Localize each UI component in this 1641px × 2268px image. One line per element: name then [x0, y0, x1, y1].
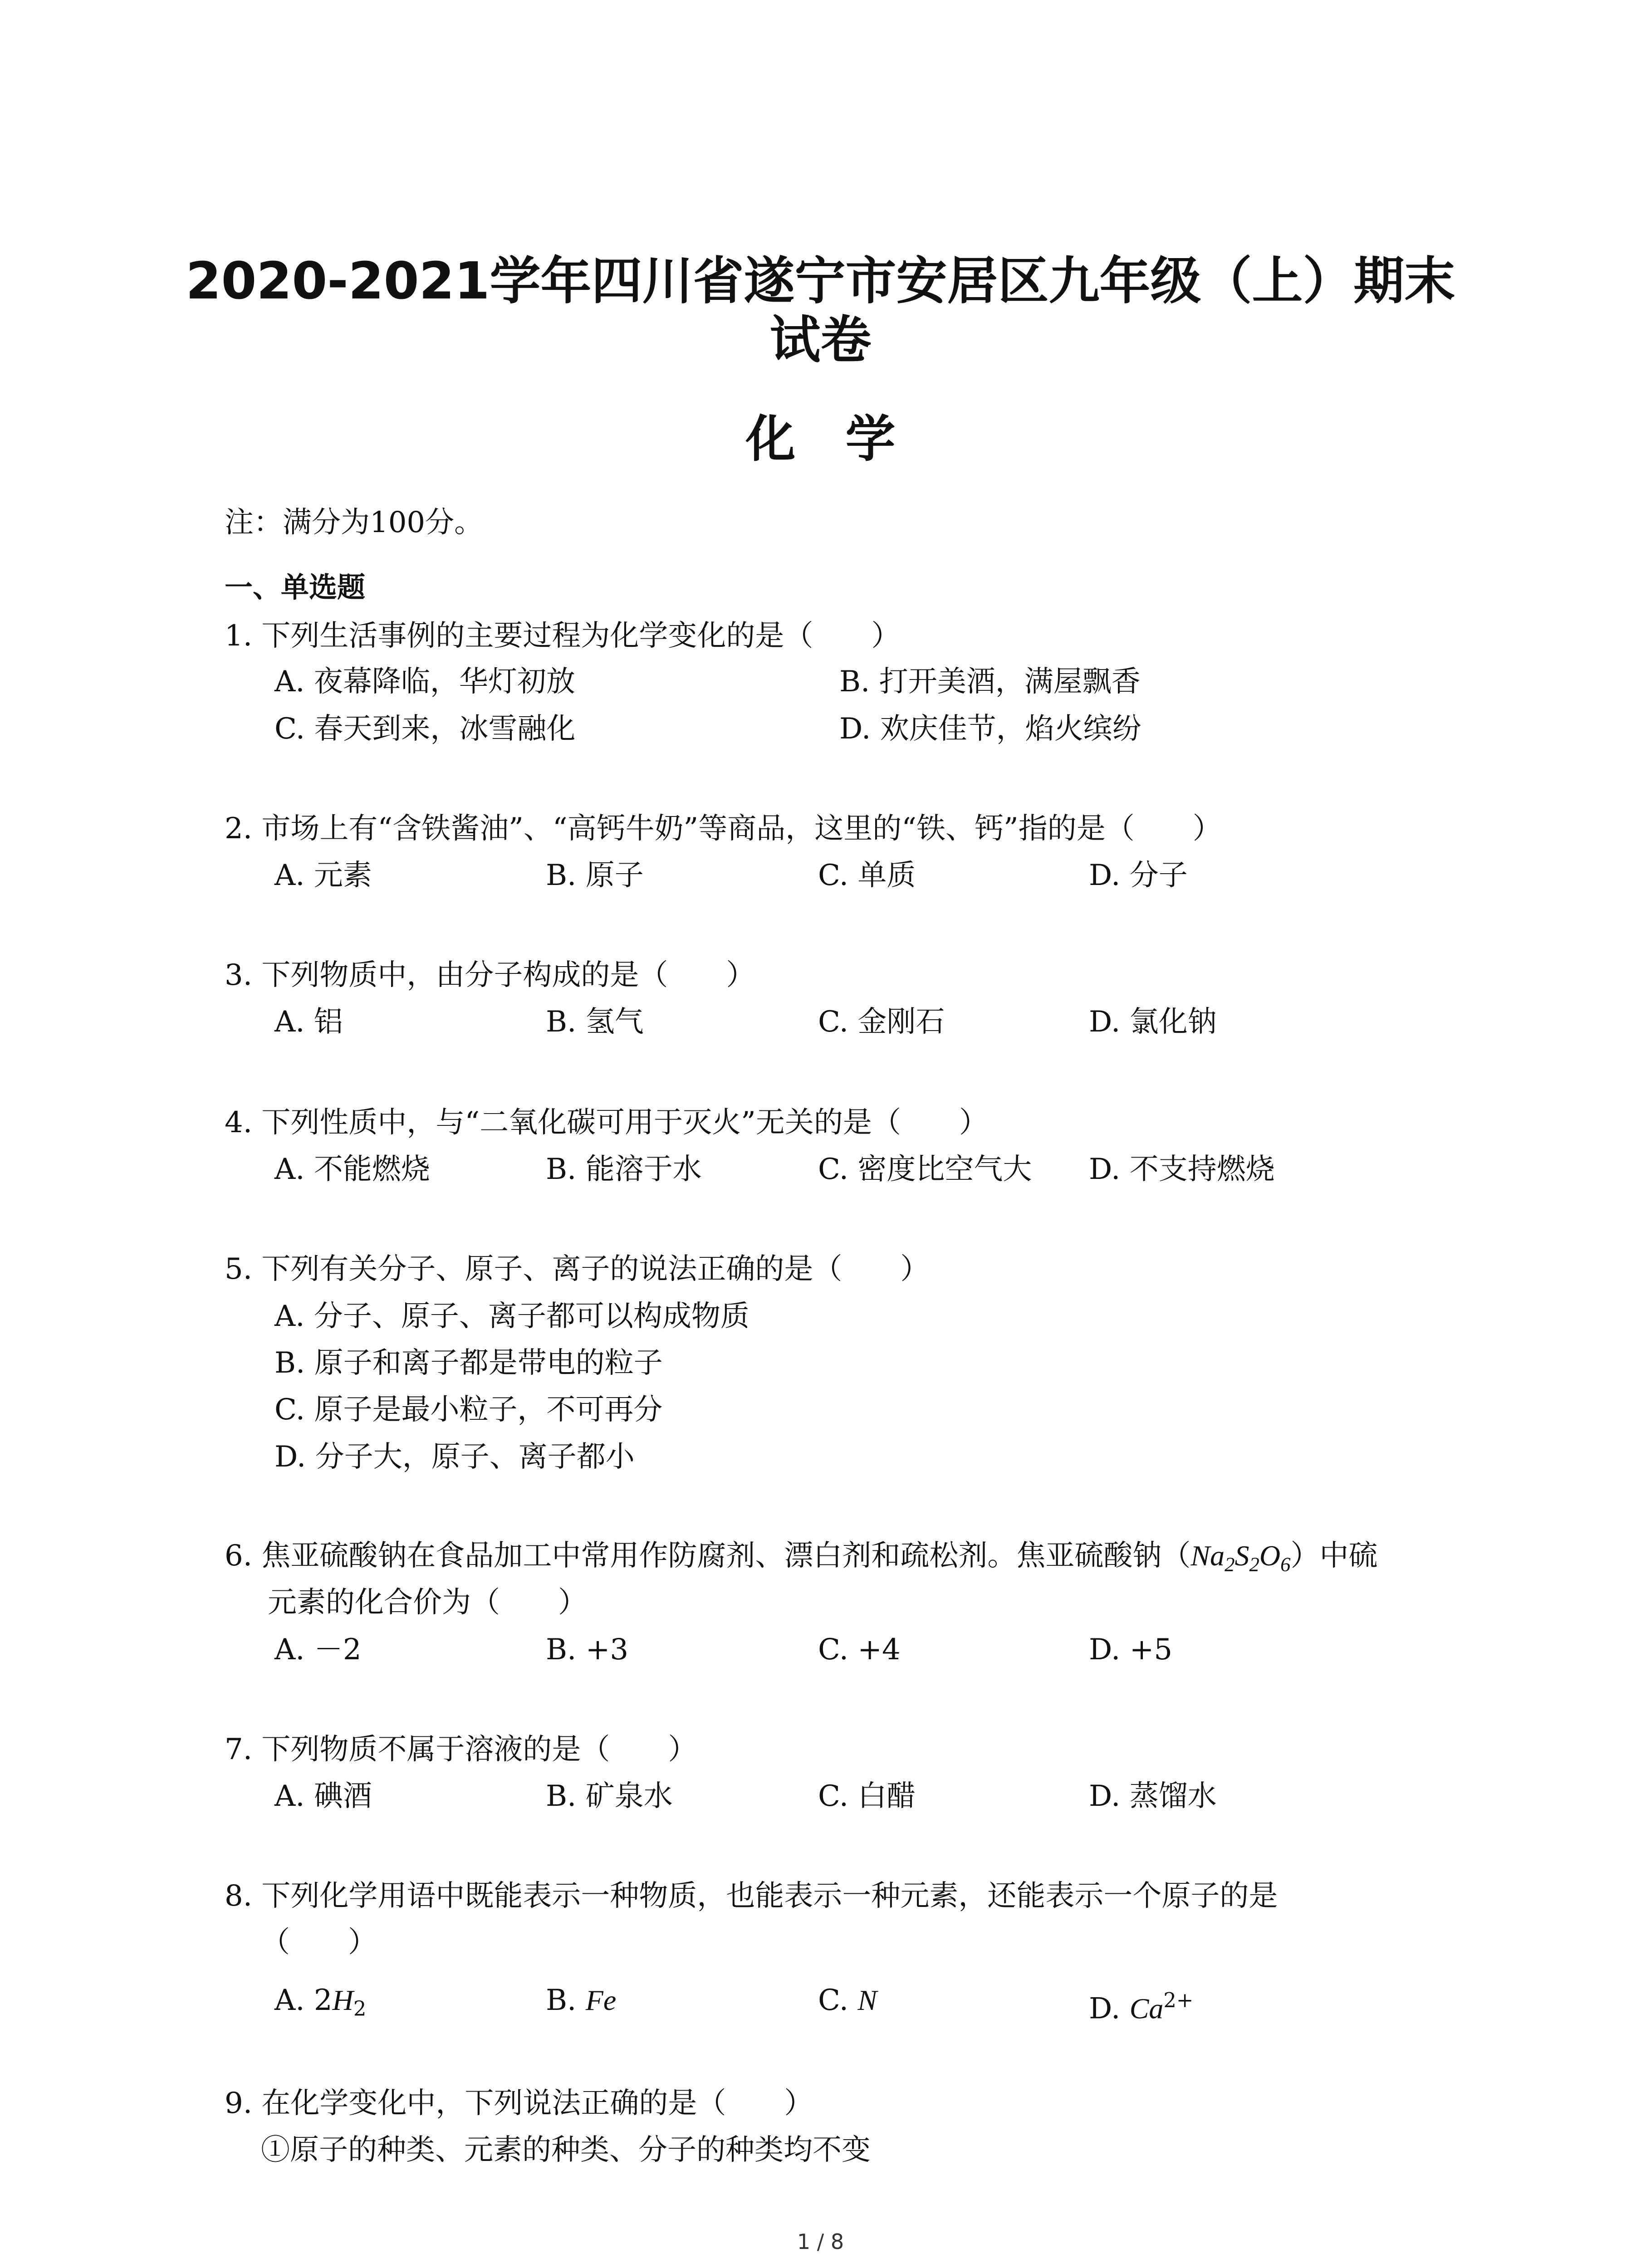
- question-8-option-a: A. $2H_2$: [274, 1984, 367, 2021]
- score-note: 注：满分为100分。: [225, 506, 484, 539]
- question-1-option-a: A. 夜幕降临，华灯初放: [274, 665, 575, 699]
- question-6-option-b: B. +3: [546, 1633, 629, 1667]
- section-title: 一、单选题: [225, 571, 366, 604]
- question-8-option-c: C. N: [818, 1984, 877, 2017]
- question-6-stem-part1: 6. 焦亚硫酸钠在食品加工中常用作防腐剂、漂白剂和疏松剂。焦亚硫酸钠（: [225, 1539, 1191, 1573]
- question-7-option-b: B. 矿泉水: [546, 1779, 673, 1813]
- question-2-option-d: D. 分子: [1089, 859, 1188, 892]
- question-6-option-c: C. +4: [818, 1633, 901, 1667]
- question-7-option-c: C. 白醋: [818, 1779, 916, 1813]
- question-4-option-c: C. 密度比空气大: [818, 1153, 1032, 1186]
- question-5-stem: 5. 下列有关分子、原子、离子的说法正确的是（ ）: [225, 1252, 930, 1286]
- question-4-stem: 4. 下列性质中，与“二氧化碳可用于灭火”无关的是（ ）: [225, 1106, 988, 1139]
- question-3-option-d: D. 氯化钠: [1089, 1005, 1217, 1039]
- question-1-option-d: D. 欢庆佳节，焰火缤纷: [839, 712, 1141, 746]
- question-8-option-b: B. Fe: [546, 1984, 617, 2017]
- question-7-option-a: A. 碘酒: [274, 1779, 372, 1813]
- question-4-option-d: D. 不支持燃烧: [1089, 1153, 1275, 1186]
- question-7-option-d: D. 蒸馏水: [1089, 1779, 1217, 1813]
- question-6-stem: [225, 1538, 1378, 1583]
- question-5-option-a: A. 分子、原子、离子都可以构成物质: [274, 1300, 749, 1333]
- question-6-stem-line2: 元素的化合价为（ ）: [268, 1586, 587, 1619]
- page-number: 1 / 8: [797, 2229, 844, 2254]
- exam-title-line2: 试卷: [769, 311, 872, 370]
- question-4-option-a: A. 不能燃烧: [274, 1153, 430, 1186]
- subject-heading: 化学: [745, 410, 945, 468]
- question-2-option-b: B. 原子: [546, 859, 644, 892]
- question-5-option-b: B. 原子和离子都是带电的粒子: [274, 1346, 663, 1380]
- question-5-option-d: D. 分子大，原子、离子都小: [274, 1440, 635, 1474]
- question-4-option-b: B. 能溶于水: [546, 1153, 702, 1186]
- question-3-option-a: A. 铝: [274, 1005, 343, 1039]
- question-6-stem-part2: ）中硫: [1290, 1539, 1378, 1573]
- question-1-option-c: C. 春天到来，冰雪融化: [274, 712, 576, 746]
- question-7-stem: 7. 下列物质不属于溶液的是（ ）: [225, 1733, 697, 1766]
- question-2-option-a: A. 元素: [274, 859, 372, 892]
- question-1-option-b: B. 打开美酒，满屋飘香: [839, 665, 1141, 699]
- chemical-formula: $Na_2S_2O_6$: [1190, 1540, 1291, 1576]
- exam-title-line1: 2020-2021学年四川省遂宁市安居区九年级（上）期末: [186, 252, 1455, 311]
- question-6-option-a: A. －2: [274, 1633, 362, 1667]
- question-5-option-c: C. 原子是最小粒子，不可再分: [274, 1393, 663, 1427]
- question-8-stem: 8. 下列化学用语中既能表示一种物质，也能表示一种元素，还能表示一个原子的是: [225, 1879, 1278, 1913]
- question-3-option-c: C. 金刚石: [818, 1005, 945, 1039]
- question-2-stem: 2. 市场上有“含铁酱油”、“高钙牛奶”等商品，这里的“铁、钙”指的是（ ）: [225, 812, 1222, 846]
- question-9-stem: 9. 在化学变化中，下列说法正确的是（ ）: [225, 2087, 813, 2120]
- question-3-option-b: B. 氢气: [546, 1005, 644, 1039]
- question-1-stem: 1. 下列生活事例的主要过程为化学变化的是（ ）: [225, 619, 901, 653]
- question-8-stem-line2: （ ）: [261, 1926, 377, 1959]
- question-2-option-c: C. 单质: [818, 859, 916, 892]
- question-3-stem: 3. 下列物质中，由分子构成的是（ ）: [225, 958, 755, 992]
- question-8-option-d: D. $Ca^{2+}$: [1089, 1988, 1194, 2026]
- question-9-item-1: ①原子的种类、元素的种类、分子的种类均不变: [261, 2133, 871, 2167]
- question-6-option-d: D. +5: [1089, 1633, 1173, 1667]
